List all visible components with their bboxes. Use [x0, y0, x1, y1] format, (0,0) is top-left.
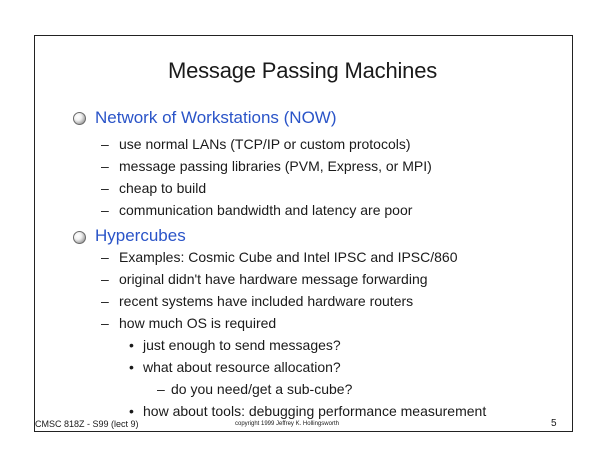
dot-marker: • — [129, 337, 134, 353]
sub-list-item — [129, 337, 341, 353]
dot-marker: • — [129, 403, 134, 419]
list-item-text: Examples: Cosmic Cube and Intel IPSC and IPSC/860 — [119, 249, 458, 265]
section-heading-now: Network of Workstations (NOW) — [95, 108, 337, 127]
slide-title: Message Passing Machines — [167, 58, 438, 83]
list-item-text: how much OS is required — [119, 315, 277, 331]
sub-list-item-text: how about tools: debugging performance measurement — [143, 403, 487, 419]
list-item-text: original didn't have hardware message forwarding — [119, 271, 428, 287]
sub-list-item — [129, 359, 341, 375]
dash-marker: – — [101, 158, 109, 174]
list-item — [101, 293, 413, 309]
bullet-icon — [73, 231, 86, 244]
page-number: 5 — [551, 418, 557, 429]
list-item — [101, 136, 411, 152]
dot-marker: • — [129, 359, 134, 375]
list-item — [101, 249, 458, 265]
dash-marker: – — [101, 315, 109, 331]
sub-list-item-text: what about resource allocation? — [143, 359, 341, 375]
dash-marker: – — [101, 271, 109, 287]
dash-marker: – — [157, 381, 165, 397]
bullet-icon — [73, 112, 86, 125]
list-item-text: recent systems have included hardware routers — [119, 293, 414, 309]
footer-copyright: copyright 1999 Jeffrey K. Hollingsworth — [235, 421, 339, 427]
dash-marker: – — [101, 293, 109, 309]
list-item — [101, 202, 412, 218]
sub-sub-list-item — [157, 381, 352, 397]
dash-marker: – — [101, 202, 109, 218]
list-item-text: use normal LANs (TCP/IP or custom protocols) — [119, 136, 411, 152]
list-item — [101, 180, 206, 196]
dash-marker: – — [101, 180, 109, 196]
list-item-text: cheap to build — [119, 180, 207, 196]
section-heading-hypercubes: Hypercubes — [95, 226, 186, 245]
list-item — [101, 158, 432, 174]
sub-list-item — [129, 403, 486, 419]
dash-marker: – — [101, 249, 109, 265]
dash-marker: – — [101, 136, 109, 152]
sub-sub-list-item-text: do you need/get a sub-cube? — [171, 381, 353, 397]
sub-list-item-text: just enough to send messages? — [143, 337, 341, 353]
list-item-text: communication bandwidth and latency are poor — [119, 202, 413, 218]
list-item-text: message passing libraries (PVM, Express, or MPI) — [119, 158, 432, 174]
list-item — [101, 271, 428, 287]
list-item — [101, 315, 276, 331]
footer-course: CMSC 818Z - S99 (lect 9) — [35, 419, 139, 429]
